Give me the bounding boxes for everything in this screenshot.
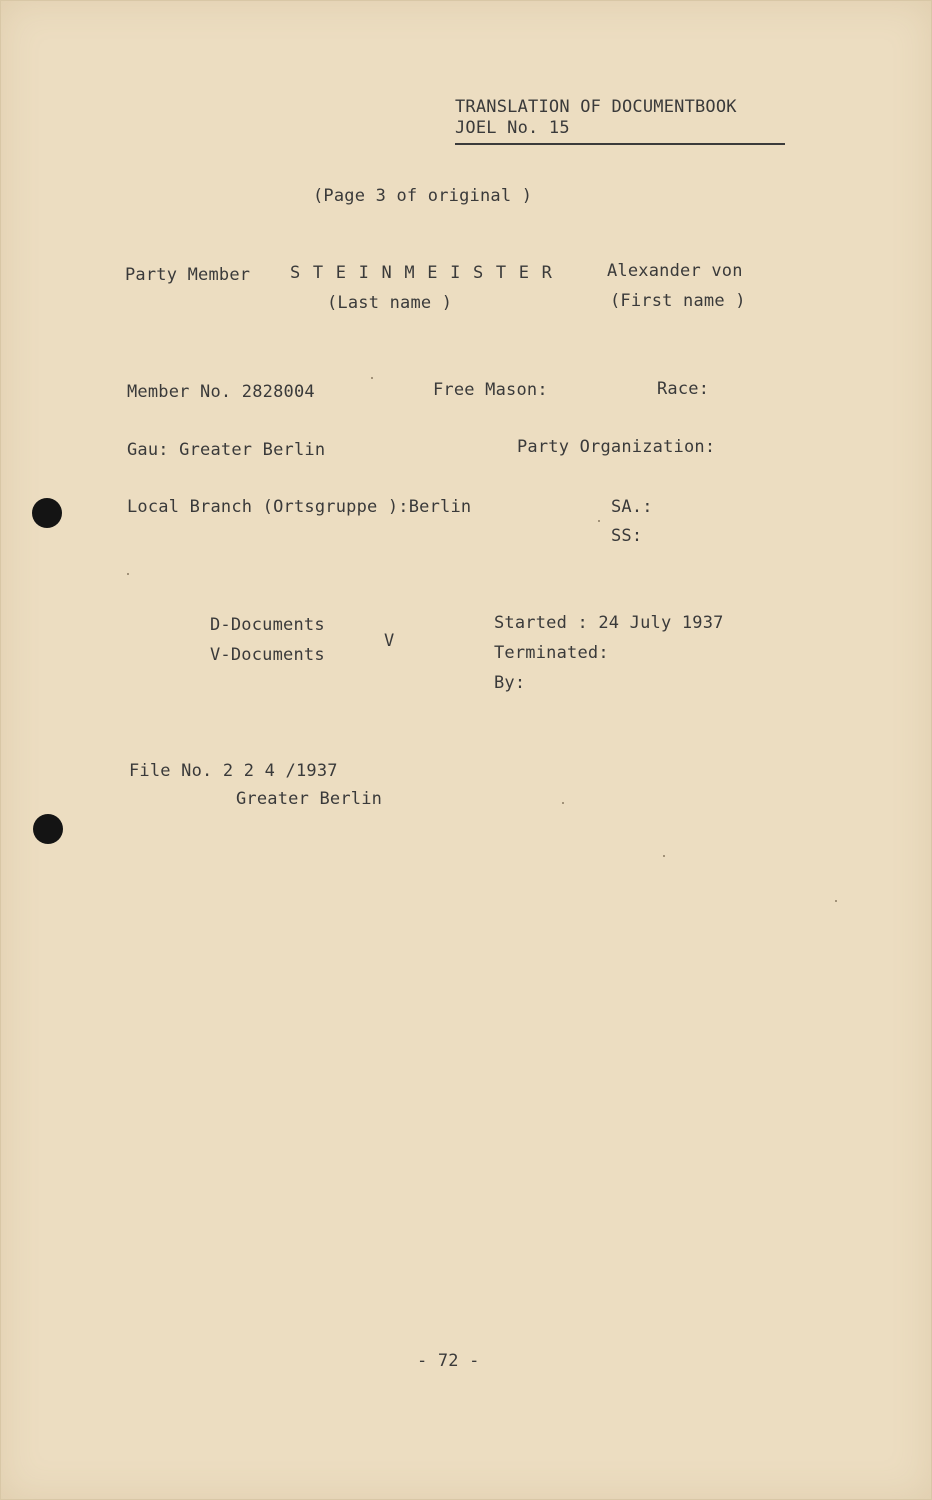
first-name-caption: (First name ) bbox=[610, 291, 746, 311]
page-reference: (Page 3 of original ) bbox=[313, 186, 533, 206]
party-member-label: Party Member bbox=[125, 265, 251, 285]
last-name-value: S T E I N M E I S T E R bbox=[290, 263, 554, 283]
paper-speck bbox=[127, 573, 129, 575]
member-number: Member No. 2828004 bbox=[127, 382, 315, 402]
page-number: - 72 - bbox=[417, 1351, 480, 1371]
first-name-value: Alexander von bbox=[607, 261, 743, 281]
paper-speck bbox=[562, 802, 564, 804]
v-check-mark: V bbox=[384, 631, 395, 651]
paper-speck bbox=[371, 377, 373, 379]
race-label: Race: bbox=[657, 379, 710, 399]
d-documents-label: D-Documents bbox=[210, 615, 325, 635]
terminated-label: Terminated: bbox=[494, 643, 609, 663]
file-number: File No. 2 2 4 /1937 bbox=[129, 761, 338, 781]
header-underline bbox=[455, 143, 785, 145]
punch-hole-top bbox=[32, 498, 62, 528]
free-mason-label: Free Mason: bbox=[433, 380, 548, 400]
sa-label: SA.: bbox=[611, 497, 653, 517]
punch-hole-bottom bbox=[33, 814, 63, 844]
file-location: Greater Berlin bbox=[236, 789, 383, 809]
paper-speck bbox=[598, 520, 600, 522]
header-title: TRANSLATION OF DOCUMENTBOOK bbox=[455, 97, 737, 117]
paper-speck bbox=[663, 855, 665, 857]
by-label: By: bbox=[494, 673, 526, 693]
paper-speck bbox=[835, 900, 837, 902]
gau-field: Gau: Greater Berlin bbox=[127, 440, 326, 460]
local-branch-field: Local Branch (Ortsgruppe ):Berlin bbox=[127, 497, 472, 517]
last-name-caption: (Last name ) bbox=[327, 293, 453, 313]
header-book-number: JOEL No. 15 bbox=[455, 118, 570, 138]
ss-label: SS: bbox=[611, 526, 643, 546]
v-documents-label: V-Documents bbox=[210, 645, 325, 665]
started-field: Started : 24 July 1937 bbox=[494, 613, 724, 633]
party-organization-label: Party Organization: bbox=[517, 437, 716, 457]
